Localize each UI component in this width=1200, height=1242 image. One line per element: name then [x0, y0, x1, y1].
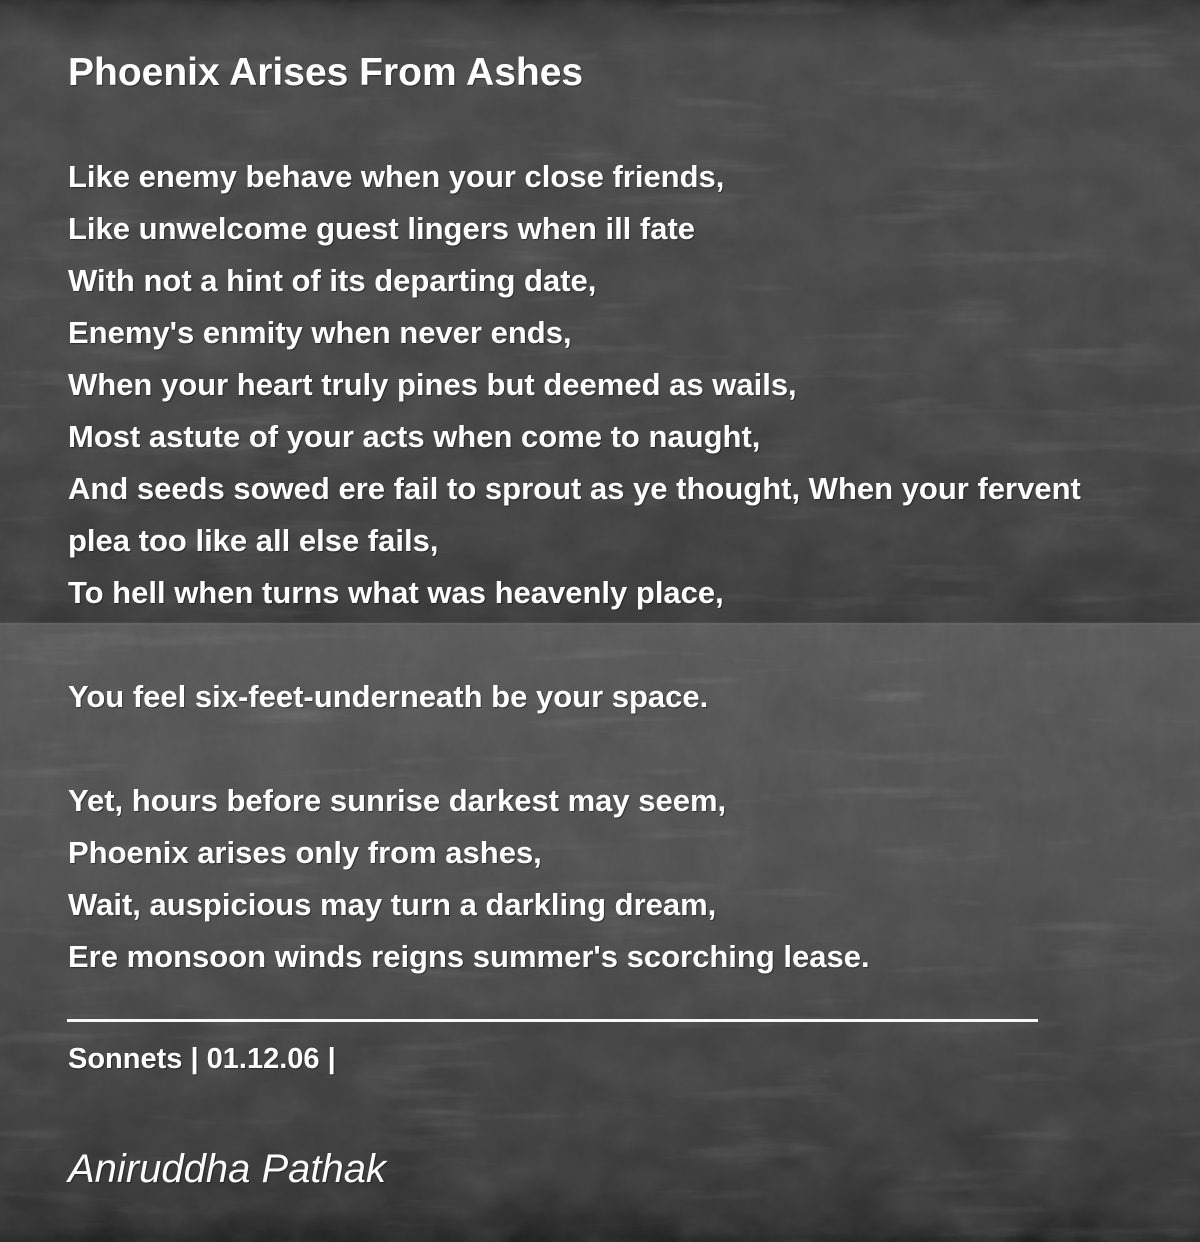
divider-rule [67, 1019, 1038, 1022]
poem-line-blank [68, 619, 1168, 671]
poem-line: plea too like all else fails, [68, 523, 439, 558]
poem-line: Like enemy behave when your close friends, [68, 159, 725, 194]
poem-line: With not a hint of its departing date, [68, 263, 597, 298]
poem-line: Ere monsoon winds reigns summer's scorching lease. [68, 939, 870, 974]
poem-line: Wait, auspicious may turn a darkling dream, [68, 887, 717, 922]
poem-line: And seeds sowed ere fail to sprout as ye thought, When your fervent [68, 471, 1081, 506]
poem-line: Like unwelcome guest lingers when ill fate [68, 211, 696, 246]
poem-line: You feel six-feet-underneath be your space. [68, 679, 709, 714]
poem-line-blank [68, 723, 1168, 775]
poem-line: Most astute of your acts when come to naught, [68, 419, 761, 454]
poem-line: Yet, hours before sunrise darkest may seem, [68, 783, 727, 818]
poem-title: Phoenix Arises From Ashes [68, 51, 584, 94]
poem-line: Phoenix arises only from ashes, [68, 835, 542, 870]
poem-line: Enemy's enmity when never ends, [68, 315, 572, 350]
poem-body [68, 151, 1168, 983]
author-name[interactable]: Aniruddha Pathak [68, 1147, 387, 1191]
poem-meta: Sonnets | 01.12.06 | [68, 1043, 336, 1075]
poem-line: To hell when turns what was heavenly place, [68, 575, 724, 610]
poem-line: When your heart truly pines but deemed as wails, [68, 367, 797, 402]
